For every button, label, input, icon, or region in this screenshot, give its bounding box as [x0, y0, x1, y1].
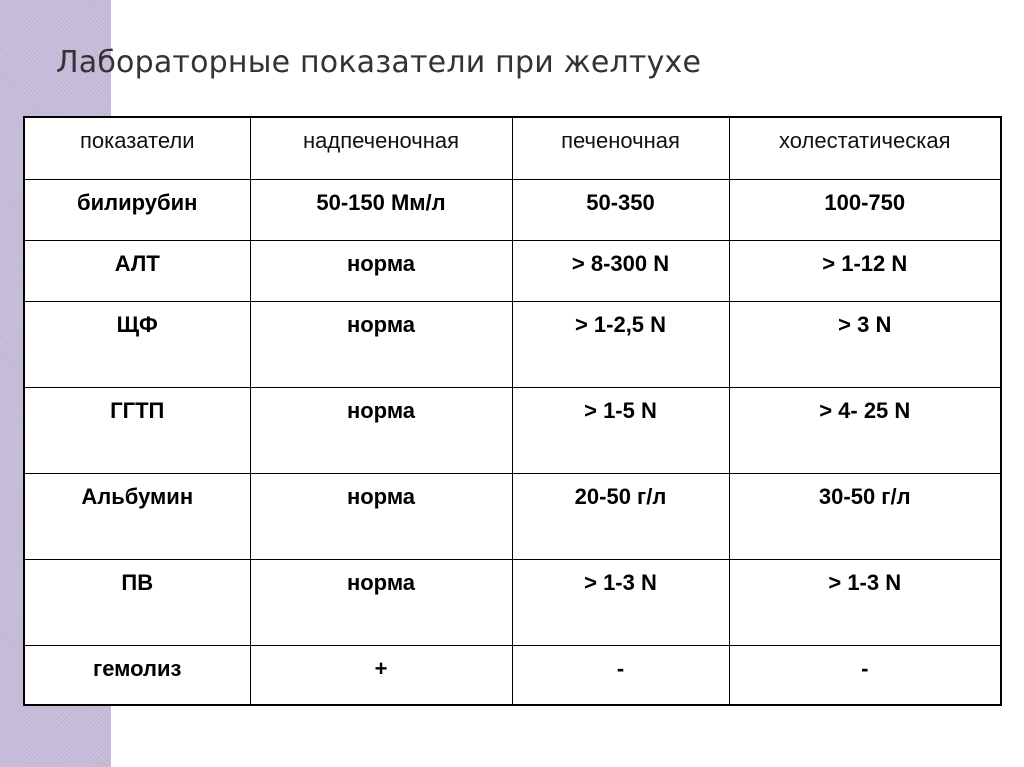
column-header-hepatic: печеночная: [512, 117, 729, 179]
prehepatic-value-cell: +: [250, 645, 512, 705]
cholestatic-value-cell: 30-50 г/л: [729, 473, 1001, 559]
table-row: [24, 301, 1001, 387]
table-row: [24, 559, 1001, 645]
table-header-row: [24, 117, 1001, 179]
table-row: [24, 240, 1001, 301]
hepatic-value-cell: > 1-5 N: [512, 387, 729, 473]
cholestatic-value-cell: 100-750: [729, 179, 1001, 240]
indicator-cell: ЩФ: [24, 301, 250, 387]
hepatic-value-cell: -: [512, 645, 729, 705]
prehepatic-value-cell: 50-150 Мм/л: [250, 179, 512, 240]
indicator-cell: ПВ: [24, 559, 250, 645]
cholestatic-value-cell: > 1-12 N: [729, 240, 1001, 301]
table-row: [24, 179, 1001, 240]
table-row: [24, 387, 1001, 473]
lab-indicators-table: [23, 116, 1002, 706]
page-title: Лабораторные показатели при желтухе: [56, 45, 702, 80]
hepatic-value-cell: > 1-3 N: [512, 559, 729, 645]
column-header-prehepatic: надпеченочная: [250, 117, 512, 179]
prehepatic-value-cell: норма: [250, 387, 512, 473]
column-header-indicators: показатели: [24, 117, 250, 179]
prehepatic-value-cell: норма: [250, 473, 512, 559]
prehepatic-value-cell: норма: [250, 301, 512, 387]
prehepatic-value-cell: норма: [250, 559, 512, 645]
cholestatic-value-cell: > 1-3 N: [729, 559, 1001, 645]
hepatic-value-cell: 20-50 г/л: [512, 473, 729, 559]
indicator-cell: билирубин: [24, 179, 250, 240]
hepatic-value-cell: > 1-2,5 N: [512, 301, 729, 387]
cholestatic-value-cell: > 3 N: [729, 301, 1001, 387]
table-row: [24, 473, 1001, 559]
indicator-cell: ГГТП: [24, 387, 250, 473]
column-header-cholestatic: холестатическая: [729, 117, 1001, 179]
cholestatic-value-cell: -: [729, 645, 1001, 705]
prehepatic-value-cell: норма: [250, 240, 512, 301]
cholestatic-value-cell: > 4- 25 N: [729, 387, 1001, 473]
indicator-cell: гемолиз: [24, 645, 250, 705]
indicator-cell: Альбумин: [24, 473, 250, 559]
table-row: [24, 645, 1001, 705]
hepatic-value-cell: 50-350: [512, 179, 729, 240]
indicator-cell: АЛТ: [24, 240, 250, 301]
hepatic-value-cell: > 8-300 N: [512, 240, 729, 301]
